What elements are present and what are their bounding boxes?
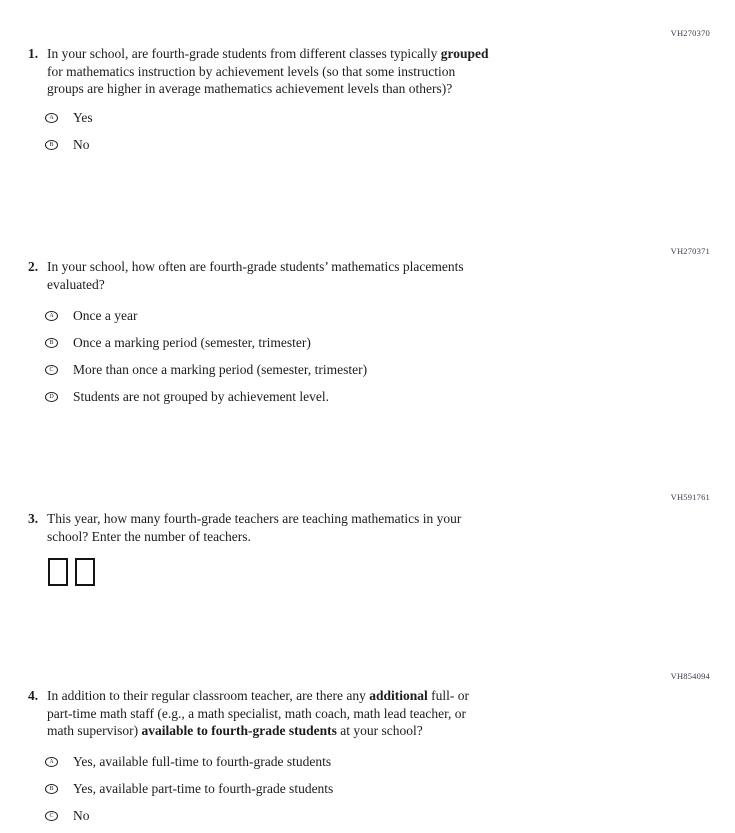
answer-bubble-icon[interactable]: C <box>45 365 58 375</box>
question-4-options <box>45 755 599 823</box>
question-2-number: 2. <box>28 259 39 274</box>
teacher-count-entry <box>48 558 599 586</box>
question-1-option-b[interactable] <box>45 138 599 152</box>
option-label: Once a marking period (semester, trimester) <box>73 335 311 351</box>
option-label: Yes, available full-time to fourth-grade students <box>73 753 332 769</box>
question-4-option-a[interactable] <box>45 755 599 769</box>
question-2-code: VH270371 <box>670 246 710 256</box>
answer-bubble-icon[interactable]: B <box>45 784 58 794</box>
option-label: More than once a marking period (semester, trimester) <box>73 362 368 378</box>
option-label: No <box>73 136 90 152</box>
option-label: No <box>73 807 90 823</box>
question-1-body <box>47 45 599 165</box>
option-label: Yes, available part-time to fourth-grade students <box>73 780 334 796</box>
question-4 <box>28 687 628 833</box>
answer-bubble-icon[interactable]: A <box>45 113 58 123</box>
question-2-option-d[interactable] <box>45 390 599 404</box>
answer-bubble-icon[interactable]: B <box>45 338 58 348</box>
answer-bubble-icon[interactable]: D <box>45 392 58 402</box>
question-2-option-a[interactable] <box>45 309 599 323</box>
question-3-code: VH591761 <box>670 492 710 502</box>
answer-bubble-icon[interactable]: B <box>45 140 58 150</box>
answer-bubble-icon[interactable]: A <box>45 311 58 321</box>
question-4-body <box>47 687 599 833</box>
question-1-number: 1. <box>28 46 39 61</box>
option-label: Yes <box>73 109 93 125</box>
question-4-text: In addition to their regular classroom teacher, are there any additional full- or part-time math staff (e.g., a math specialist, math coach, math lead teacher, or math supervisor) available to fourth-grade students at your school? <box>47 688 469 739</box>
question-4-code: VH854094 <box>670 671 710 681</box>
question-2-body <box>47 258 599 417</box>
question-4-option-c[interactable] <box>45 809 599 823</box>
question-3-number: 3. <box>28 511 39 526</box>
question-2-option-b[interactable] <box>45 336 599 350</box>
question-1-options <box>45 111 599 152</box>
answer-bubble-icon[interactable]: A <box>45 757 58 767</box>
teacher-count-box-1[interactable] <box>48 558 68 586</box>
question-4-number: 4. <box>28 688 39 703</box>
question-1 <box>28 45 628 165</box>
question-1-option-a[interactable] <box>45 111 599 125</box>
question-1-code: VH270370 <box>670 28 710 38</box>
question-1-text: In your school, are fourth-grade students from different classes typically grouped for mathematics instruction by achievement levels (so that some instruction groups are higher in average mathematics achievement levels than others)? <box>47 46 489 97</box>
answer-bubble-icon[interactable]: C <box>45 811 58 821</box>
question-2-text: In your school, how often are fourth-grade students’ mathematics placements evaluated? <box>47 259 464 292</box>
question-3-body <box>47 510 599 586</box>
question-2 <box>28 258 628 417</box>
question-2-option-c[interactable] <box>45 363 599 377</box>
teacher-count-box-2[interactable] <box>75 558 95 586</box>
option-label: Students are not grouped by achievement level. <box>73 389 330 405</box>
question-2-options <box>45 309 599 404</box>
question-4-option-b[interactable] <box>45 782 599 796</box>
question-3 <box>28 510 628 586</box>
question-3-text: This year, how many fourth-grade teachers are teaching mathematics in your school? Enter the number of teachers. <box>47 511 462 544</box>
option-label: Once a year <box>73 308 138 324</box>
